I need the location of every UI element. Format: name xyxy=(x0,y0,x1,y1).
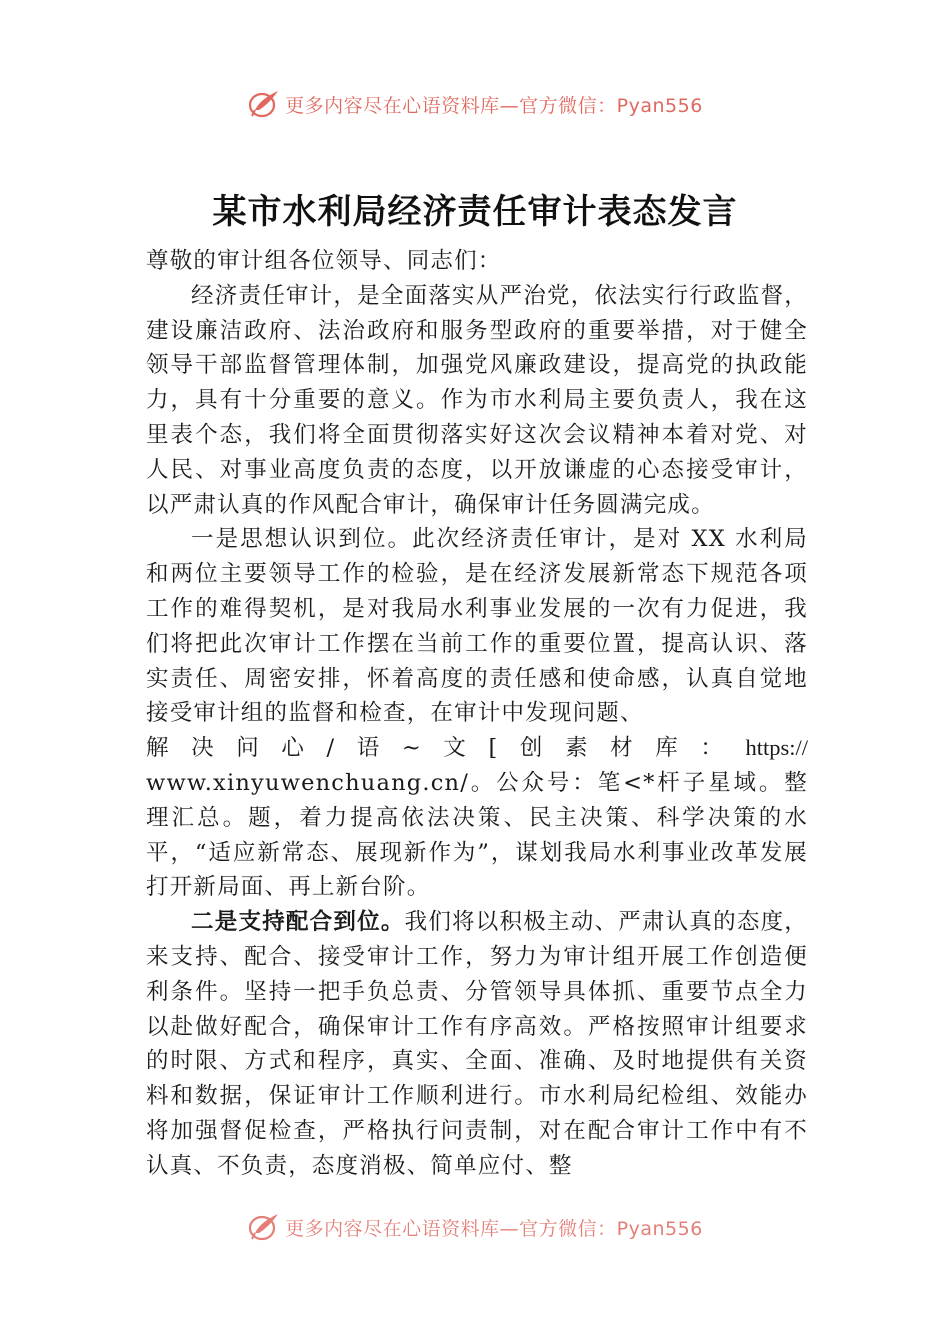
paragraph-3-body: 我们将以积极主动、严肃认真的态度，来支持、配合、接受审计工作，努力为审计组开展工作创造便利条件。坚持一把手负总责、分管领导具体抓、重要节点全力以赴做好配合，确保审计工作有序高效。严格按照审计组要求的时限、方式和程序，真实、全面、准确、及时地提供有关资料和数据，保证审计工作顺利进行。市水利局纪检组、效能办将加强督促检查，严格执行问责制，对在配合审计工作中有不认真、不负责，态度消极、简单应付、整 xyxy=(146,909,808,1179)
spread-char: 解 xyxy=(146,735,170,762)
spread-char: ~ xyxy=(401,735,422,762)
spread-char: 文 xyxy=(443,735,468,762)
paragraph-3-lead: 二是支持配合到位。 xyxy=(191,909,405,936)
banner-text: 更多内容尽在心语资料库—官方微信：Pyan556 xyxy=(285,94,703,117)
paragraph-3 xyxy=(146,905,808,1183)
spread-char: / xyxy=(326,735,336,762)
spread-char: 语 xyxy=(356,735,381,762)
document-title: 某市水利局经济责任审计表态发言 xyxy=(212,192,738,232)
paragraph-2-part-1: 一是思想认识到位。此次经济责任审计，是对 XX 水利局和两位主要领导工作的检验，是在经济发展新常态下规范各项工作的难得契机，是对我局水利事业发展的一次有力促进，我们将把此次审计工作摆在当前工作的重要位置，提高认识、落实责任、周密安排，怀着高度的责任感和使命感，认真自觉地接受审计组的监督和检查，在审计中发现问题、 xyxy=(146,526,808,727)
quill-logo-icon xyxy=(247,1211,281,1243)
url-fragment: https:// xyxy=(745,735,808,761)
spread-line xyxy=(146,731,808,766)
spread-char: 材 xyxy=(610,735,634,762)
document-body xyxy=(146,244,808,1184)
paragraph-1: 经济责任审计，是全面落实从严治党，依法实行行政监督，建设廉洁政府、法治政府和服务型政府的重要举措，对于健全领导干部监督管理体制，加强党风廉政建设，提高党的执政能力，具有十分重要的意义。作为市水利局主要负责人，我在这里表个态，我们将全面贯彻落实好这次会议精神本着对党、对人民、对事业高度负责的态度，以开放谦虚的心态接受审计，以严肃认真的作风配合审计，确保审计任务圆满完成。 xyxy=(146,282,808,518)
spread-char: 素 xyxy=(564,735,589,762)
banner-text: 更多内容尽在心语资料库—官方微信：Pyan556 xyxy=(285,1217,703,1240)
paragraph-2 xyxy=(146,522,808,731)
spread-char: 心 xyxy=(281,735,306,762)
watermark-banner-bottom xyxy=(0,1207,950,1247)
quill-logo-icon xyxy=(247,88,281,120)
spread-char: 决 xyxy=(191,735,215,762)
salutation: 尊敬的审计组各位领导、同志们： xyxy=(146,248,502,274)
paragraph-2-continued xyxy=(146,766,808,905)
spread-char: 问 xyxy=(236,735,260,762)
spread-char: [ xyxy=(488,735,499,762)
spread-char: 创 xyxy=(519,735,544,762)
paragraph-2-part-2: www.xinyuwenchuang.cn/。公众号：笔<*杆子星域。整理汇总。题，着力提高依法决策、民主决策、科学决策的水平，“适应新常态、展现新作为”，谋划我局水利事业改革发展打开新局面、再上新台阶。 xyxy=(146,769,808,901)
spread-char: 库 xyxy=(655,735,679,762)
spread-char: ： xyxy=(700,735,725,762)
watermark-banner-top xyxy=(0,84,950,124)
